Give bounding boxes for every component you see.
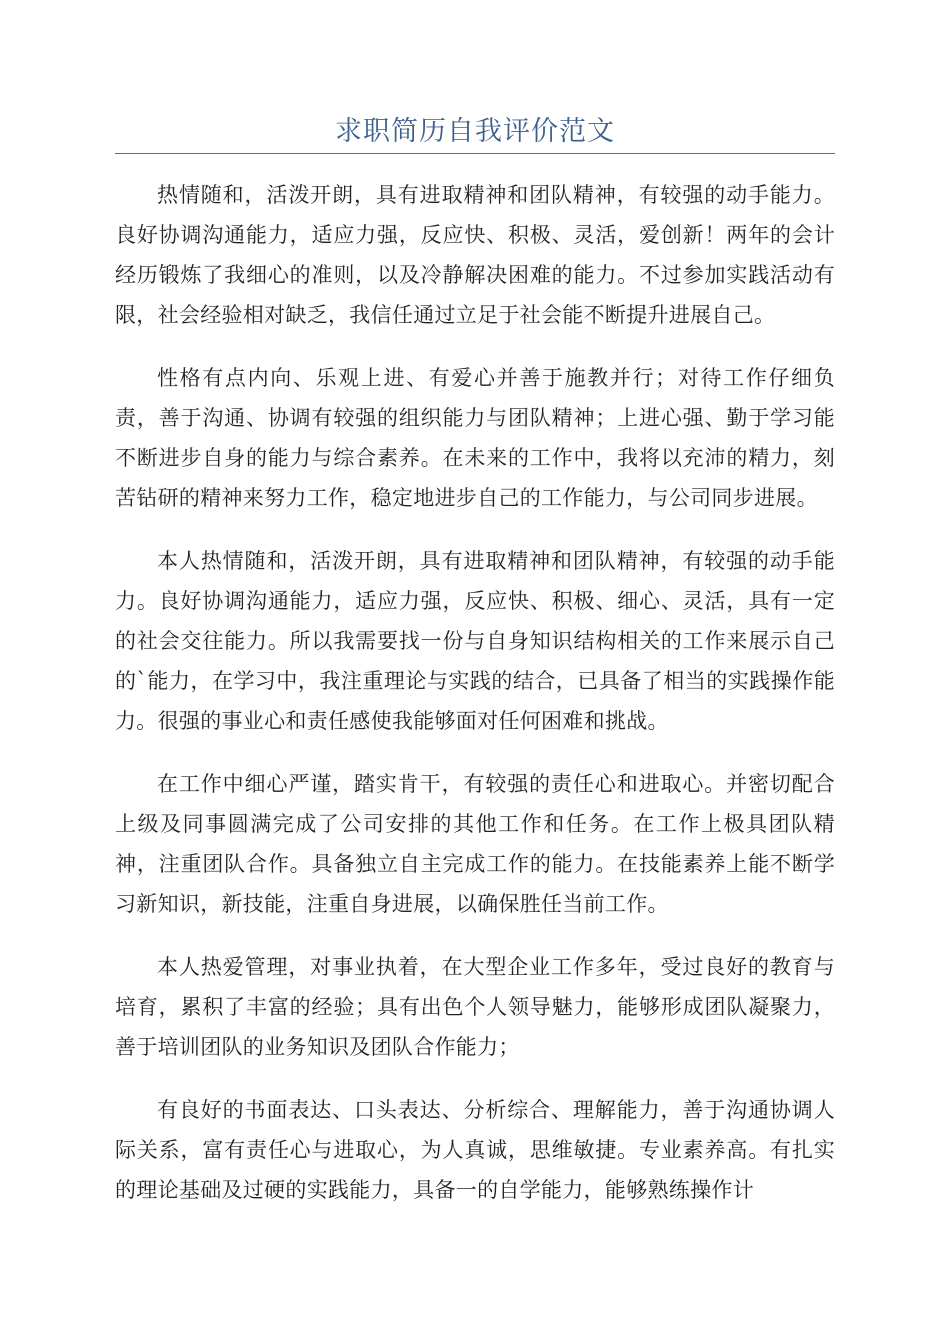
paragraph-1: 热情随和，活泼开朗，具有进取精神和团队精神，有较强的动手能力。良好协调沟通能力，适应力强，反应快、积极、灵活，爱创新！两年的会计经历锻炼了我细心的准则，以及冷静解决困难的能力。不过参加实践活动有限，社会经验相对缺乏，我信任通过立足于社会能不断提升进展自己。 — [115, 183, 835, 327]
document-body — [115, 175, 835, 1233]
paragraph-5: 本人热爱管理，对事业执着，在大型企业工作多年，受过良好的教育与培育，累积了丰富的经验；具有出色个人领导魅力，能够形成团队凝聚力，善于培训团队的业务知识及团队合作能力； — [115, 955, 835, 1059]
title-underline — [115, 153, 835, 154]
paragraph-4: 在工作中细心严谨，踏实肯干，有较强的责任心和进取心。并密切配合上级及同事圆满完成了公司安排的其他工作和任务。在工作上极具团队精神，注重团队合作。具备独立自主完成工作的能力。在技能素养上能不断学习新知识，新技能，注重自身进展，以确保胜任当前工作。 — [115, 772, 835, 916]
document-title: 求职简历自我评价范文 — [335, 116, 615, 147]
paragraph-3: 本人热情随和，活泼开朗，具有进取精神和团队精神，有较强的动手能力。良好协调沟通能力，适应力强，反应快、积极、细心、灵活，具有一定的社会交往能力。所以我需要找一份与自身知识结构相关的工作来展示自己的`能力，在学习中，我注重理论与实践的结合，已具备了相当的实践操作能力。很强的事业心和责任感使我能够面对任何困难和挑战。 — [115, 549, 835, 733]
paragraph-2: 性格有点内向、乐观上进、有爱心并善于施教并行；对待工作仔细负责，善于沟通、协调有较强的组织能力与团队精神；上进心强、勤于学习能不断进步自身的能力与综合素养。在未来的工作中，我将以充沛的精力，刻苦钻研的精神来努力工作，稳定地进步自己的工作能力，与公司同步进展。 — [115, 366, 835, 510]
paragraph-6: 有良好的书面表达、口头表达、分析综合、理解能力，善于沟通协调人际关系，富有责任心与进取心，为人真诚，思维敏捷。专业素养高。有扎实的理论基础及过硬的实践能力，具备一的自学能力，能够熟练操作计 — [115, 1098, 835, 1202]
